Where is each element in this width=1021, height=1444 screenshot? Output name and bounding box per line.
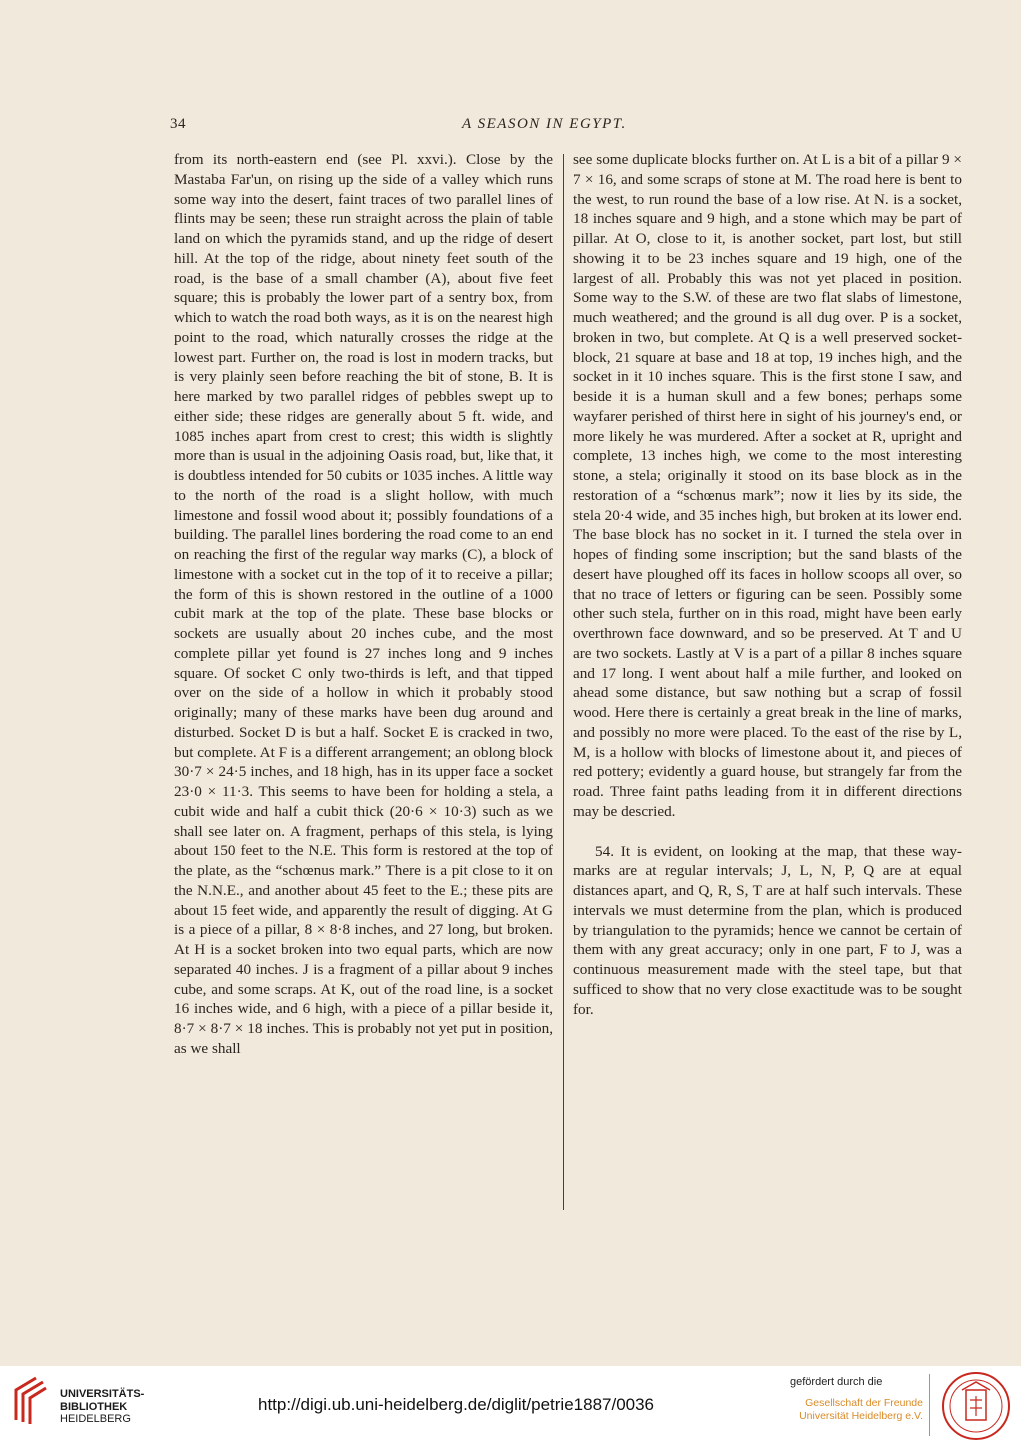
left-column <box>174 150 553 1059</box>
university-seal-icon <box>940 1370 1012 1442</box>
library-name-line-2: BIBLIOTHEK <box>60 1400 128 1413</box>
footer-divider <box>929 1374 930 1436</box>
right-column-paragraph-2: 54. It is evident, on looking at the map, that these way-marks are at regular intervals; J, L, N, P, Q are at equal distances apart, and Q, R, S, T are at half such intervals. These intervals we must determine from the plan, which is produced by triangulation to the pyramids; hence we cannot be certain of them with any great accuracy; only in one part, F to J, was a continuous measurement made with the steel tape, but that sufficed to show that no very close exactitude was to be sought for. <box>573 842 962 1018</box>
digitization-footer <box>0 1366 1021 1444</box>
page-number: 34 <box>170 116 186 132</box>
university-library-logo-icon <box>12 1376 48 1426</box>
right-column-paragraph-1: see some duplicate blocks further on. At L is a bit of a pillar 9 × 7 × 16, and some scraps of stone at M. The road here is bent to the west, to run round the base of a low rise. At N. is a socket, 18 inches square and 9 high, and a stone which may be part of pillar. At O, close to it, is another socket, part lost, but still showing it to be 23 inches square and 19 high, one of the largest of all. Probably this was not yet placed in position. Some way to the S.W. of these are two flat slabs of limestone, much weathered; and the ground is all dug over. P is a socket, broken in two, but complete. At Q is a well preserved socket-block, 21 square at base and 18 at top, 19 inches high, and the socket in it 10 inches square. This is the first stone I saw, and beside it is a human skull and a few bones; perhaps some wayfarer perished of thirst here in sight of his journey's end, or more likely he was murdered. After a socket at R, upright and complete, 13 inches high, we come to the most interesting stone, a stela; originally it stood on its base block as in the restoration of a “schœnus mark”; now it lies by its side, the stela 20·4 wide, and 35 inches high, but broken at its lower end. The base block has no socket in it. I turned the stela over in hopes of finding some inscription; but the sand blasts of the desert have ploughed off its faces in hollow scoops all over, so that no trace of letters or figuring can be seen. Possibly some other such stela, further on in this road, might have been early overthrown face downward, and so be preserved. At T and U are two sockets. Lastly at V is a part of a pillar 8 inches square and 17 long. I went about half a mile further, and looked on ahead some distance, but saw nothing but a scrap of fossil wood. Here there is certainly a great break in the line of marks, and possibly no more were placed. To the east of the rise by L, M, is a hollow with blocks of limestone about it, and pieces of red pottery; evidently a guard house, but strangely far from the road. Three faint paths leading from it in different directions may be descried. <box>573 151 962 820</box>
library-name-line-1: UNIVERSITÄTS- <box>60 1388 145 1400</box>
left-column-paragraph: from its north-eastern end (see Pl. xxvi.). Close by the Mastaba Far'un, on rising up the side of a valley which runs some way into the desert, faint traces of two parallel lines of flints may be seen; these run straight across the plain of table land on which the pyramids stand, and up the ridge of desert hill. At the top of the ridge, about ninety feet south of the road, is the base of a small chamber (A), about five feet square; this is probably the lower part of a sentry box, from which to watch the road both ways, as it is on the nearest high point to the road, which naturally crosses the ridge at the lowest part. Further on, the road is lost in modern tracks, but is very plainly seen before reaching the bit of stone, B. It is here marked by two parallel ridges of pebbles swept up to either side; these ridges are generally about 5 ft. wide, and 1085 inches apart from crest to crest; this width is slightly more than is usual in the adjoining Oasis road, but, like that, it is doubtless intended for 50 cubits or 1035 inches. A little way to the north of the road is a slight hollow, with much limestone and fossil wood about it; possibly foundations of a building. The parallel lines bordering the road come to an end on reaching the first of the regular way marks (C), a block of limestone with a socket cut in the top of it to receive a pillar; the form of this is shown restored in the outline of a 1000 cubit mark at the top of the plate. These base blocks or sockets are usually about 20 inches cube, and the most complete pillar yet found is 27 inches long and 9 inches square. Of socket C only two-thirds is left, and that tipped over on the side of a hollow in which it probably stood originally; many of these marks have been dug around and disturbed. Socket D is but a half. Socket E is cracked in two, but complete. At F is a different arrangement; an oblong block 30·7 × 24·5 inches, and 18 high, has in its upper face a socket 23·0 × 11·3. This seems to have been for holding a stela, a cubit wide and half a cubit thick (20·6 × 10·3) such as we shall see later on. A fragment, perhaps of this stela, is lying about 150 feet to the N.E. This form is restored at the top of the plate, as the “schœnus mark.” There is a pit close to it on the N.N.E., and another about 45 feet to the E.; these pits are about 15 feet wide, and apparently the result of digging. At G is a piece of a pillar, 8 × 8·8 inches, and 27 long, but broken. At H is a socket broken into two equal parts, which are now separated 40 inches. J is a fragment of a pillar about 9 inches cube, and some scraps. At K, out of the road line, is a socket 16 inches wide, and 6 high, with a piece of a pillar beside it, 8·7 × 8·7 × 18 inches. This is probably not yet put in position, as we shall <box>174 151 553 1057</box>
book-title: A SEASON IN EGYPT. <box>462 116 627 132</box>
society-name <box>799 1397 923 1422</box>
society-name-line-2: Universität Heidelberg e.V. <box>799 1409 923 1422</box>
right-column <box>573 150 962 1019</box>
library-name-line-3: HEIDELBERG <box>60 1413 131 1425</box>
column-divider <box>563 154 564 1210</box>
library-name <box>60 1388 144 1426</box>
society-name-line-1: Gesellschaft der Freunde <box>805 1397 923 1409</box>
permalink-url[interactable]: http://digi.ub.uni-heidelberg.de/diglit/petrie1887/0036 <box>258 1395 655 1414</box>
funded-by-label: gefördert durch die <box>790 1376 883 1388</box>
running-head <box>170 116 962 138</box>
